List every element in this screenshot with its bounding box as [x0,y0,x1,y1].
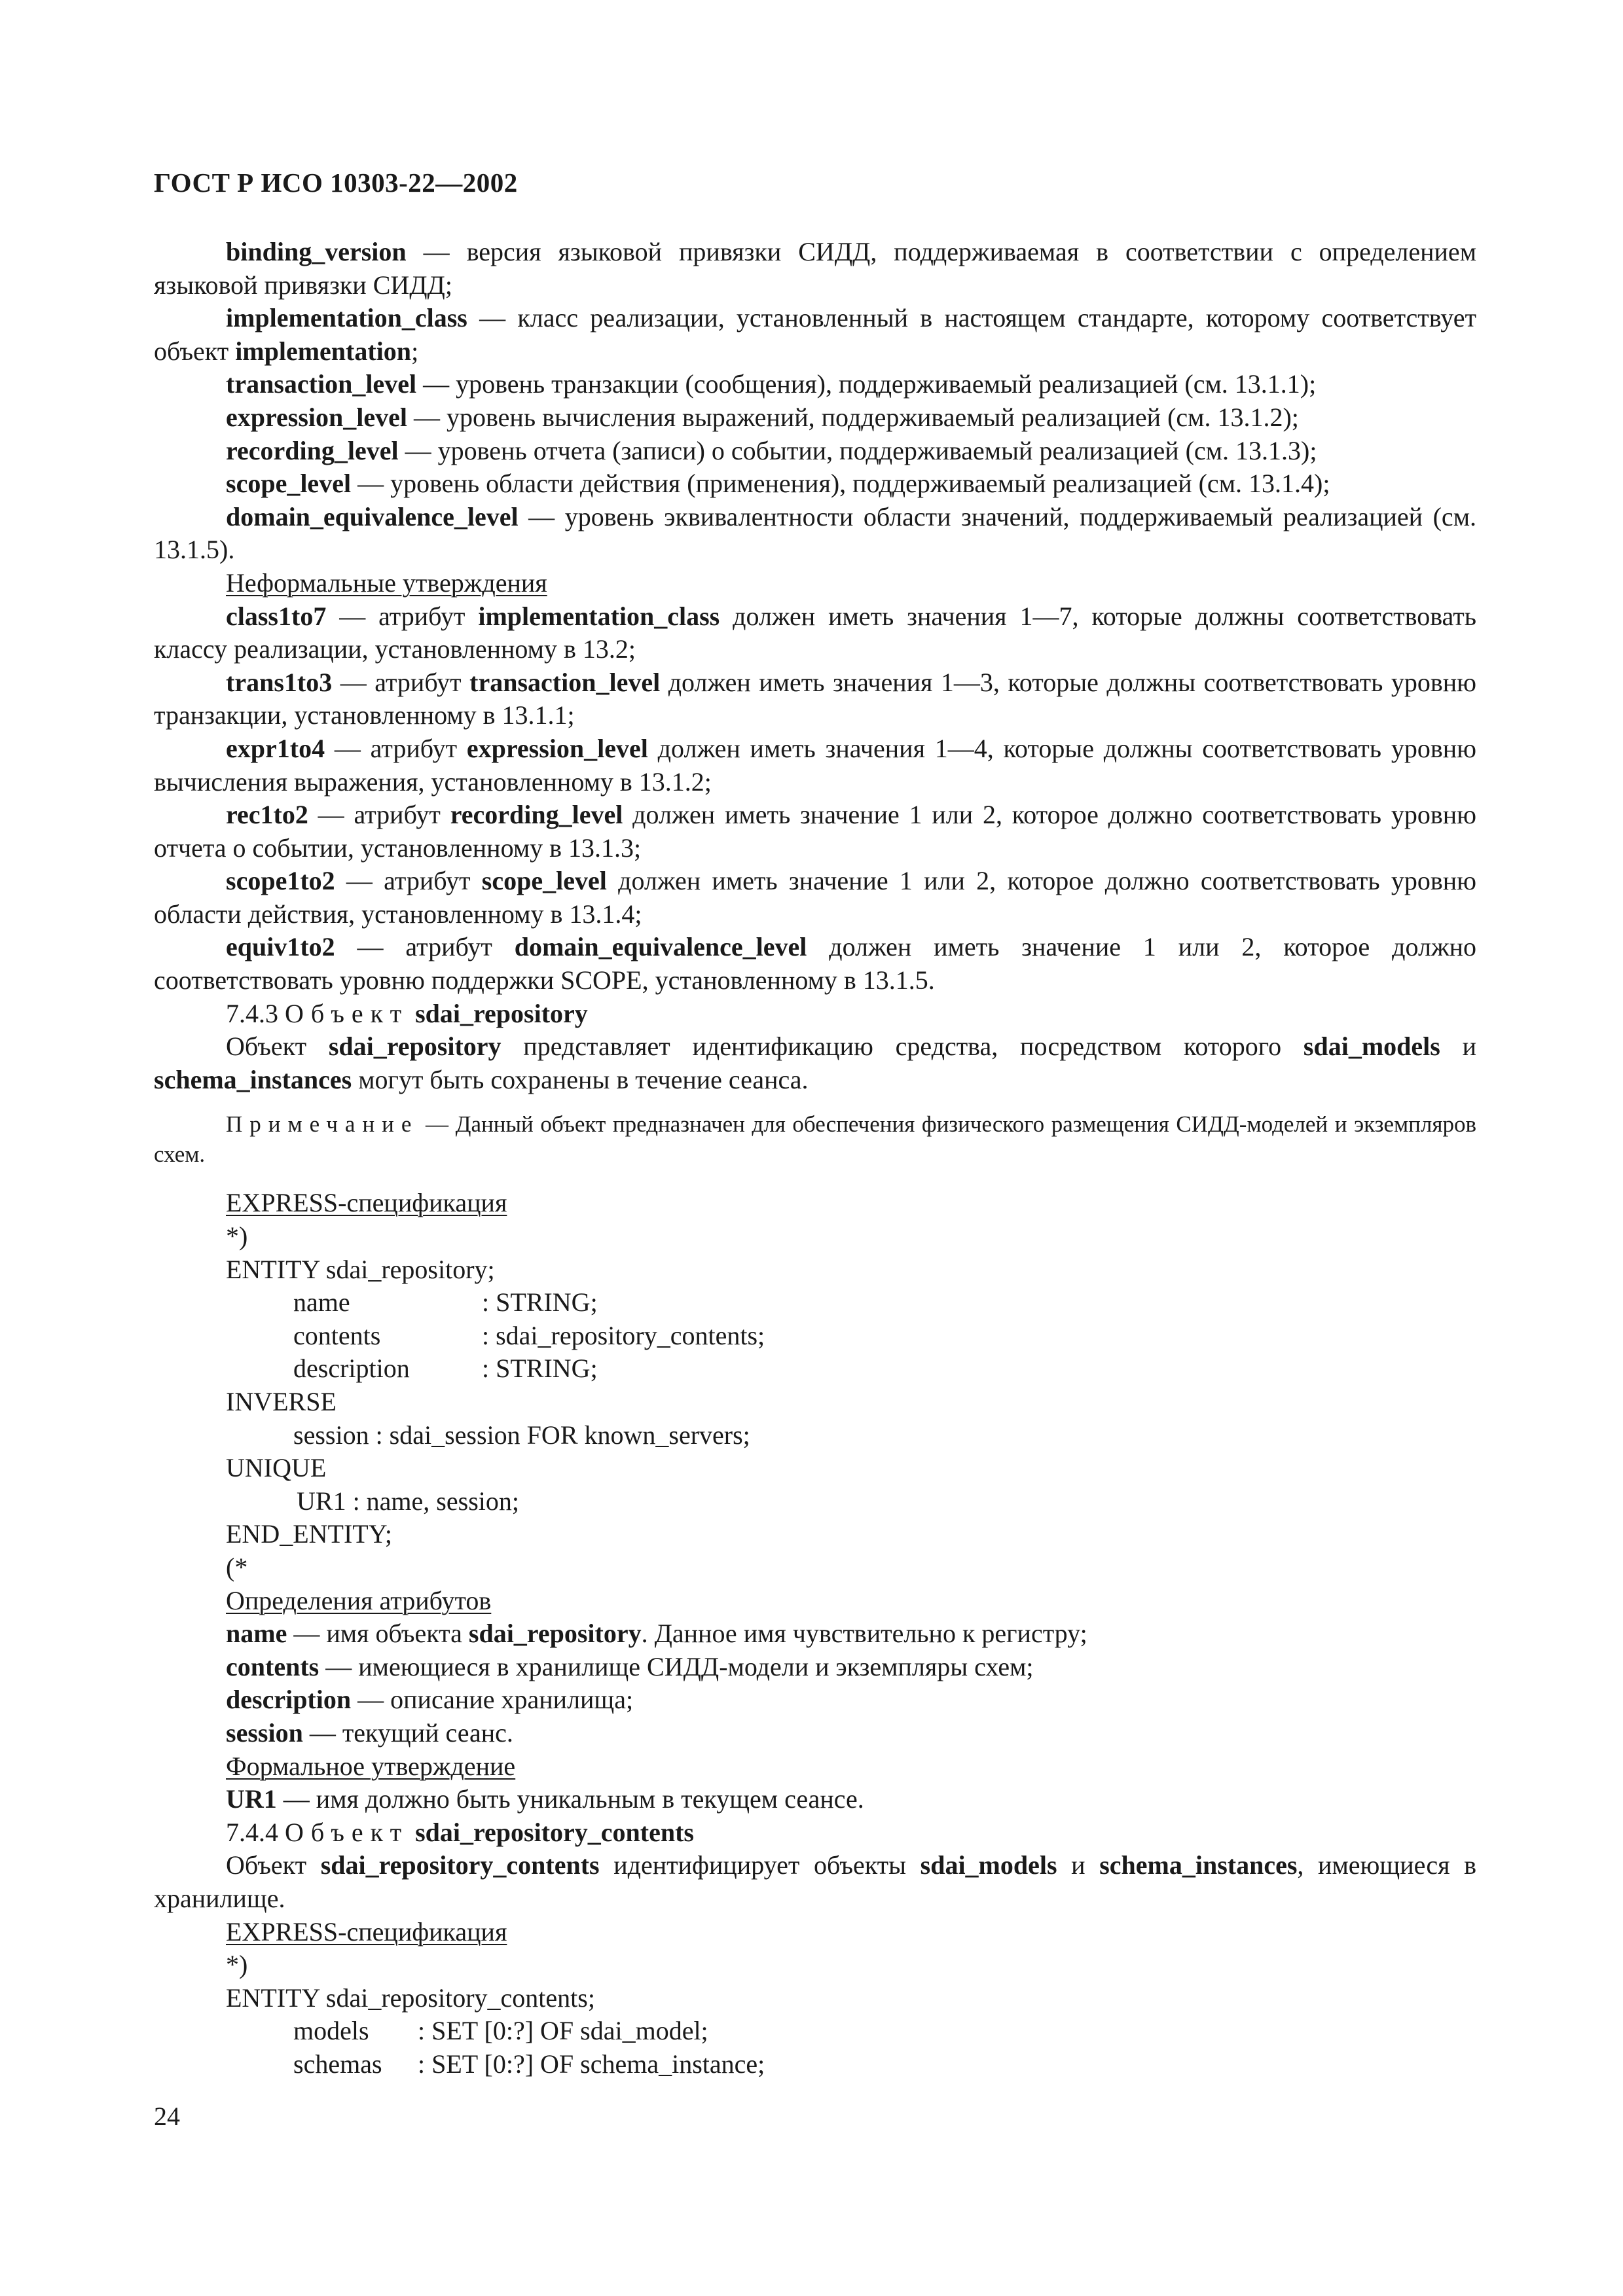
code-attr-line: contents : sdai_repository_contents; [293,1320,765,1350]
page-number: 24 [154,2102,180,2131]
express-spec-heading: EXPRESS-спецификация [226,1916,507,1946]
paragraph-scope-level: scope_level — уровень области действия (применения), поддерживаемый реализацией (см. 13.1.4); [226,469,1330,499]
paragraph-rec1to2: rec1to2 — атрибут recording_level должен иметь значение 1 или 2, которое должно соответствовать уровню отчета о событии, установленному в 13.1.3; [154,800,1477,863]
express-spec-sdai-repository [154,1187,1476,1584]
express-spec-sdai-repository-contents [154,1916,1476,2081]
code-entity-line: ENTITY sdai_repository; [226,1254,495,1284]
definition-description: description — описание хранилища; [226,1685,634,1715]
document-header: ГОСТ Р ИСО 10303-22—2002 [154,168,518,198]
express-spec-heading: EXPRESS-спецификация [226,1188,507,1218]
code-end-entity: END_ENTITY; [226,1519,393,1549]
note-paragraph: Примечание — Данный объект предназначен для обеспечения физического размещения СИДД-моделей и экземпляров схем. [154,1111,1476,1168]
code-attr-line: models : SET [0:?] OF sdai_model; [293,2016,708,2046]
code-session-line: session : sdai_session FOR known_servers; [293,1420,750,1450]
code-unique-keyword: UNIQUE [226,1453,327,1483]
paragraph-domain-equivalence-level: domain_equivalence_level — уровень эквивалентности области значений, поддерживаемый реализацией (см. 13.1.5). [154,501,1476,565]
paragraph-sdai-repository-contents: Объект sdai_repository_contents идентифицирует объекты sdai_models и schema_instances, имеющиеся в хранилище. [154,1850,1476,1913]
section-7-4-3-heading: 7.4.3 Объект sdai_repository [226,998,588,1028]
paragraph-expression-level: expression_level — уровень вычисления выражений, поддерживаемый реализацией (см. 13.1.2); [226,402,1299,432]
code-ur1-line: UR1 : name, session; [297,1486,519,1516]
paragraph-expr1to4: expr1to4 — атрибут expression_level должен иметь значения 1—4, которые должны соответствовать уровню вычисления выражения, установленному в 13.1.2; [154,733,1477,797]
code-open-comment: *) [226,1950,248,1980]
code-open-comment: *) [226,1221,248,1251]
formal-proposition-heading: Формальное утверждение [226,1751,516,1781]
section-7-4-4-heading: 7.4.4 Объект sdai_repository_contents [226,1817,694,1847]
page-body [154,236,1476,2081]
attribute-definitions-heading: Определения атрибутов [226,1585,492,1615]
paragraph-transaction-level: transaction_level — уровень транзакции (сообщения), поддерживаемый реализацией (см. 13.1.1); [226,369,1317,399]
paragraph-trans1to3: trans1to3 — атрибут transaction_level должен иметь значения 1—3, которые должны соответствовать уровню транзакции, установленному в 13.1.1; [154,667,1476,730]
code-close-comment: (* [226,1552,248,1582]
code-attr-line: name : STRING; [293,1287,598,1318]
paragraph-sdai-repository: Объект sdai_repository представляет идентификацию средства, посредством которого sdai_models и schema_instances могут быть сохранены в течение сеанса. [154,1031,1476,1094]
paragraph-binding-version: binding_version — версия языковой привязки СИДД, поддерживаемая в соответствии с определением языковой привязки СИДД; [154,237,1476,300]
code-attr-line: description : STRING; [293,1354,598,1384]
definition-ur1: UR1 — имя должно быть уникальным в текущем сеансе. [226,1784,864,1814]
definition-name: name — имя объекта sdai_repository. Данное имя чувствительно к регистру; [226,1619,1087,1649]
code-entity-line: ENTITY sdai_repository_contents; [226,1982,595,2013]
informal-propositions-heading: Неформальные утверждения [226,567,547,598]
paragraph-implementation-class: implementation_class — класс реализации, установленный в настоящем стандарте, которому соответствует объект implementation; [154,303,1476,366]
paragraph-equiv1to2: equiv1to2 — атрибут domain_equivalence_level должен иметь значение 1 или 2, которое должно соответствовать уровню поддержки SCOPE, установленному в 13.1.5. [154,932,1477,996]
paragraph-recording-level: recording_level — уровень отчета (записи) о событии, поддерживаемый реализацией (см. 13.1.3); [226,435,1317,465]
paragraph-class1to7: class1to7 — атрибут implementation_class должен иметь значения 1—7, которые должны соответствовать классу реализации, установленному в 13.2; [154,601,1476,664]
code-inverse-keyword: INVERSE [226,1387,337,1416]
paragraph-scope1to2: scope1to2 — атрибут scope_level должен иметь значение 1 или 2, которое должно соответствовать уровню области действия, установленному в 13.1.4; [154,866,1476,929]
code-attr-line: schemas : SET [0:?] OF schema_instance; [293,2049,765,2079]
definition-session: session — текущий сеанс. [226,1717,513,1748]
definition-contents: contents — имеющиеся в хранилище СИДД-модели и экземпляры схем; [226,1651,1034,1681]
